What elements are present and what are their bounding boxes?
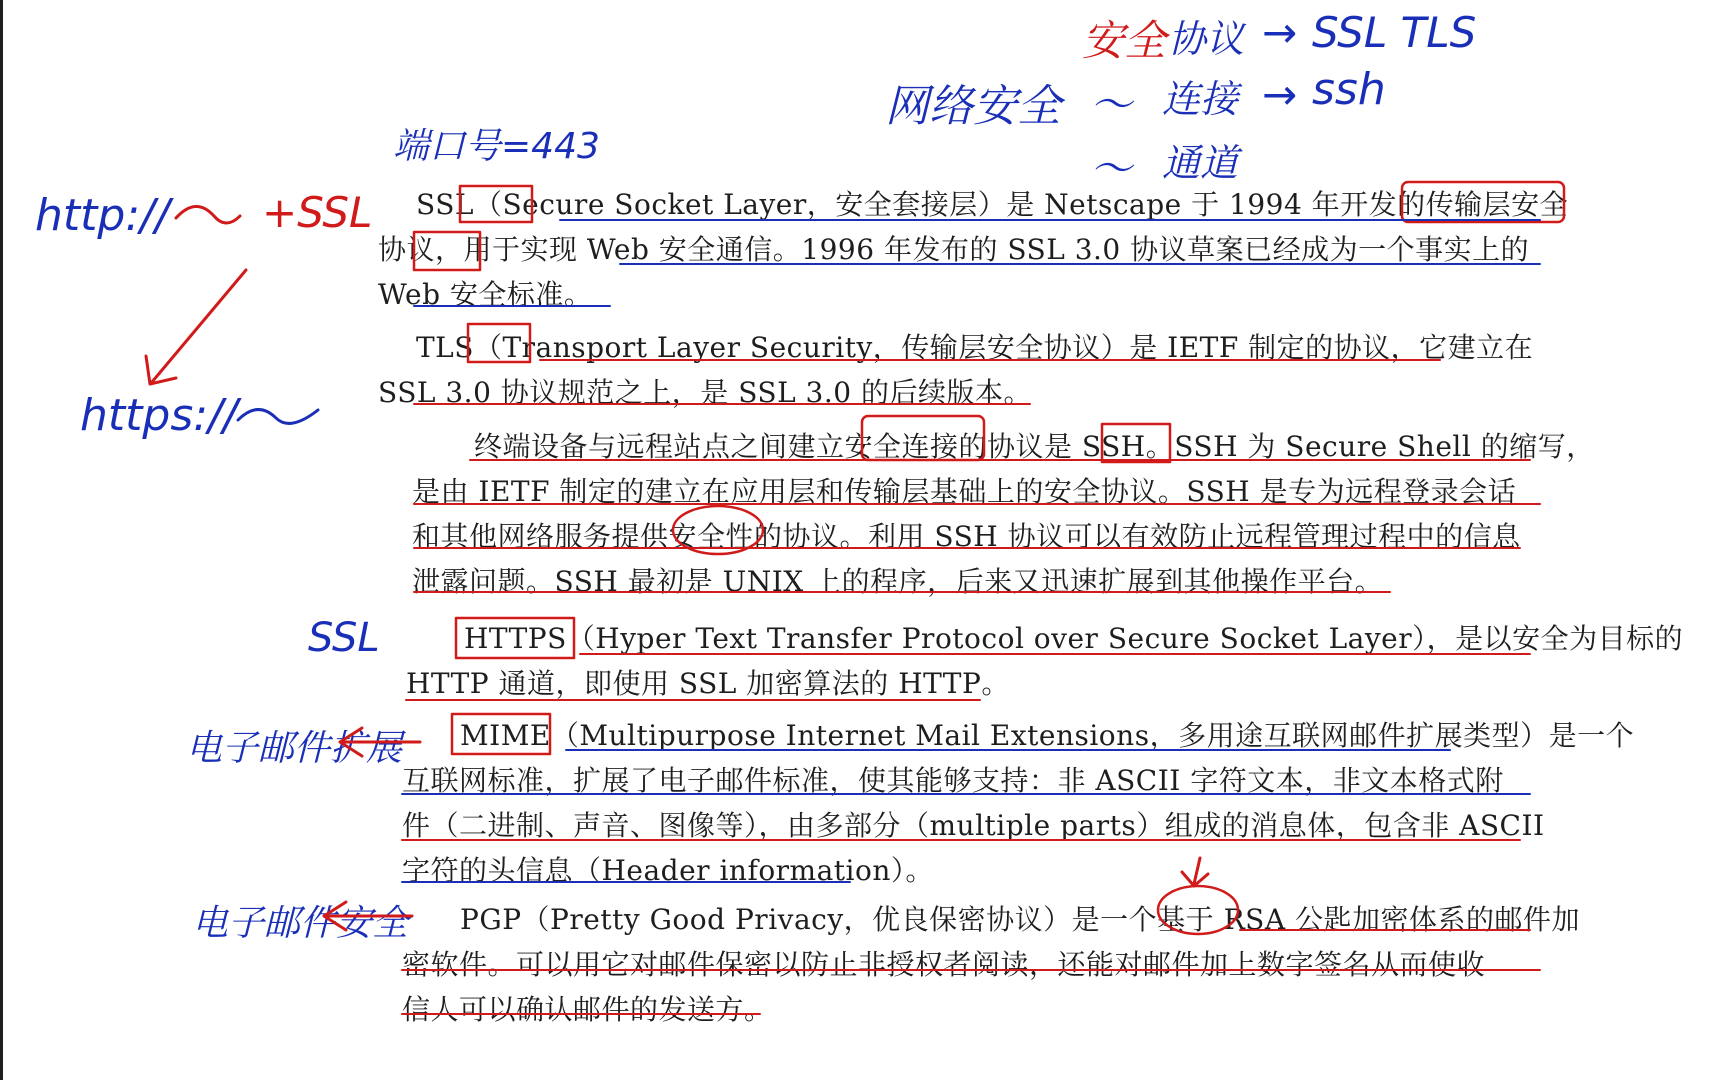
paragraph-line: 字符的头信息（Header information）。 bbox=[402, 854, 934, 887]
paragraph-line: 密软件。可以用它对邮件保密以防止非授权者阅读，还能对邮件加上数字签名从而使收 bbox=[402, 948, 1486, 981]
annotation-channel: 通道 bbox=[1162, 141, 1239, 185]
annotation-port: 端口号=443 bbox=[393, 126, 600, 167]
arrow-right-icon: → bbox=[1262, 8, 1298, 57]
red-tilde-stroke bbox=[176, 206, 240, 223]
annotation-ssl-side: SSL bbox=[308, 615, 380, 661]
annotation-http: http:// bbox=[35, 190, 170, 241]
paragraph-line: 互联网标准，扩展了电子邮件标准，使其能够支持：非 ASCII 字符文本，非文本格式附 bbox=[402, 764, 1504, 797]
annotation-plus-ssl: +SSL bbox=[262, 188, 373, 237]
paragraph-ssh bbox=[412, 424, 1595, 604]
paragraph-line: PGP（Pretty Good Privacy，优良保密协议）是一个基于 RSA 公匙加密体系的邮件加 bbox=[460, 903, 1580, 936]
paragraph-line: TLS（Transport Layer Security，传输层安全协议）是 IETF 制定的协议，它建立在 bbox=[416, 331, 1534, 364]
paragraph-line: 件（二进制、声音、图像等），由多部分（multiple parts）组成的消息体，包含非 ASCII bbox=[402, 809, 1545, 842]
annotation-network-security: 网络安全 bbox=[885, 81, 1061, 132]
paragraph-line: 和其他网络服务提供安全性的协议。利用 SSH 协议可以有效防止远程管理过程中的信息 bbox=[412, 520, 1521, 553]
paragraph-line: HTTP 通道，即使用 SSL 加密算法的 HTTP。 bbox=[406, 667, 1010, 700]
paragraph-pgp bbox=[402, 897, 1580, 1032]
paragraph-line: SSL 3.0 协议规范之上，是 SSL 3.0 的后续版本。 bbox=[378, 376, 1032, 409]
tilde-icon: ～ bbox=[1090, 144, 1133, 193]
paragraph-line: SSL（Secure Socket Layer，安全套接层）是 Netscape 于 1994 年开发的传输层安全 bbox=[416, 188, 1569, 221]
annotation-email-security: 电子邮件安全 bbox=[192, 903, 409, 944]
red-arrow-stroke bbox=[152, 270, 246, 382]
paragraph-tls bbox=[378, 325, 1534, 415]
paragraph-line: Web 安全标准。 bbox=[378, 278, 593, 311]
tilde-icon: ～ bbox=[1090, 80, 1133, 129]
paragraph-line: 是由 IETF 制定的建立在应用层和传输层基础上的安全协议。SSH 是专为远程登录会话 bbox=[412, 475, 1517, 508]
paragraph-line: MIME（Multipurpose Internet Mail Extensions，多用途互联网邮件扩展类型）是一个 bbox=[460, 719, 1635, 752]
annotation-ssl-tls: SSL TLS bbox=[1312, 8, 1477, 57]
annotation-protocol: 协议 bbox=[1168, 17, 1245, 61]
blue-tilde-stroke bbox=[238, 409, 318, 423]
annotation-ssh: ssh bbox=[1312, 64, 1386, 115]
paragraph-mime bbox=[402, 713, 1635, 893]
left-border bbox=[0, 0, 3, 1080]
red-arrowhead-stroke bbox=[146, 356, 176, 384]
paragraph-line: 终端设备与远程站点之间建立安全连接的协议是 SSH。SSH 为 Secure Shell 的缩写， bbox=[474, 430, 1595, 463]
arrow-right-icon: → bbox=[1262, 70, 1298, 119]
annotation-https: https:// bbox=[80, 390, 238, 441]
annotation-security: 安全 bbox=[1082, 16, 1167, 65]
paragraph-ssl bbox=[378, 182, 1569, 317]
paragraph-line: 信人可以确认邮件的发送方。 bbox=[402, 993, 773, 1026]
paragraph-line: 泄露问题。SSH 最初是 UNIX 上的程序，后来又迅速扩展到其他操作平台。 bbox=[412, 565, 1384, 598]
paragraph-line: HTTPS（Hyper Text Transfer Protocol over Secure Socket Layer），是以安全为目标的 bbox=[464, 622, 1684, 655]
paragraph-https bbox=[406, 616, 1684, 706]
annotation-email-extension: 电子邮件扩展 bbox=[186, 728, 403, 769]
paragraph-line: 协议，用于实现 Web 安全通信。1996 年发布的 SSL 3.0 协议草案已经成为一个事实上的 bbox=[378, 233, 1530, 266]
annotation-connection: 连接 bbox=[1162, 77, 1239, 121]
